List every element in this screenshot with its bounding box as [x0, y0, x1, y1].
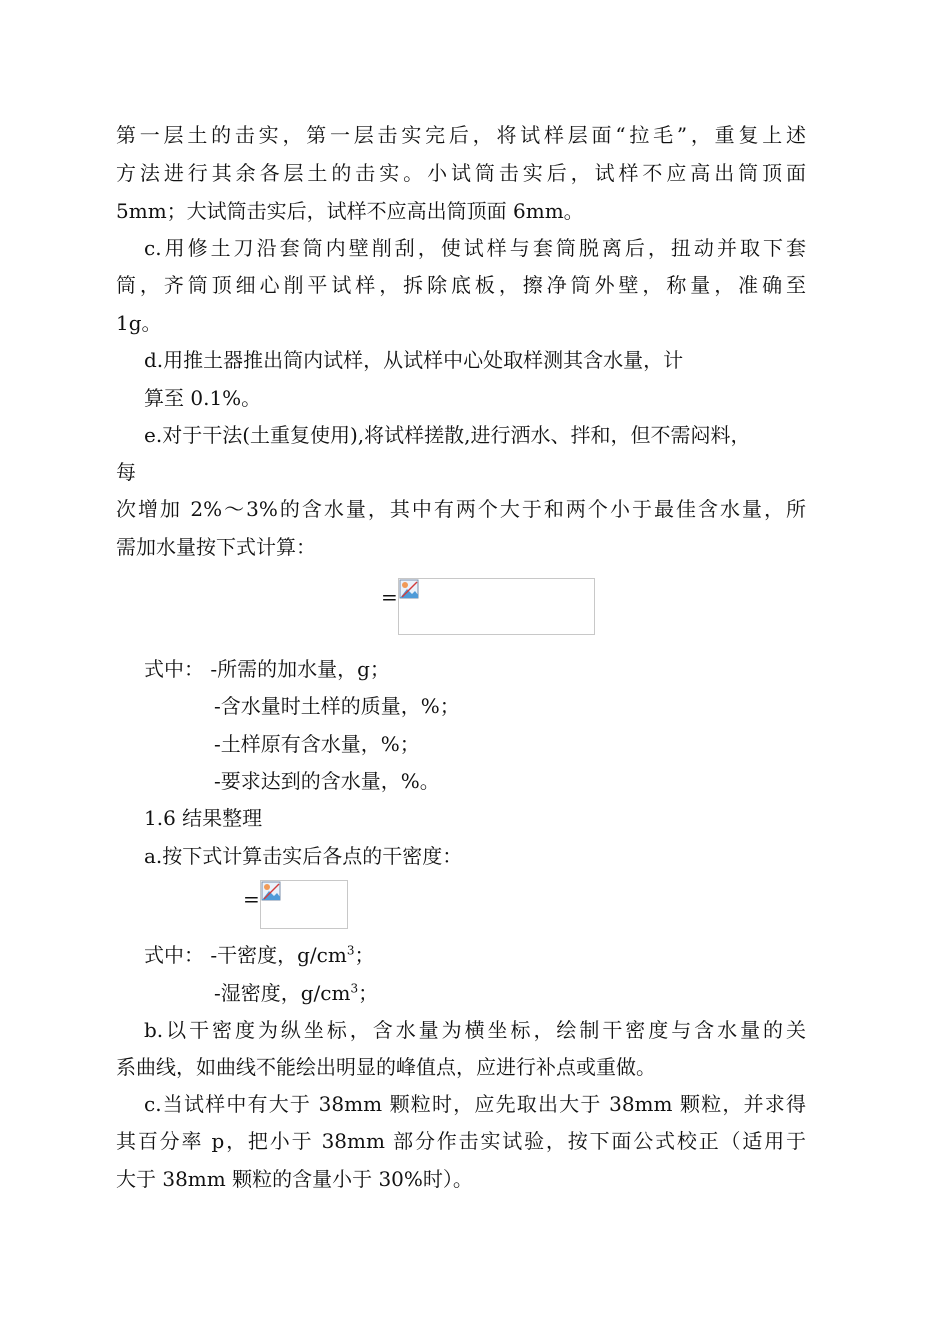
punctuation: ；	[358, 981, 379, 1005]
variable-line	[214, 980, 378, 1006]
paragraph-line: 1g。	[116, 311, 162, 335]
variable-text: 式中： -干密度，g/cm	[144, 943, 347, 967]
punctuation: ；	[354, 943, 375, 967]
paragraph-line: 大于 38mm 颗粒的含量小于 30%时）。	[116, 1167, 473, 1191]
paragraph-line: c.用修土刀沿套筒内壁削刮，使试样与套筒脱离后，扭动并取下套	[144, 236, 806, 260]
variable-line: 式中： -所需的加水量，g；	[144, 657, 390, 681]
formula-image	[260, 880, 348, 929]
formula-1	[381, 578, 595, 635]
equals-sign: =	[243, 887, 260, 911]
broken-image-icon	[261, 881, 281, 901]
paragraph-line: 5mm；大试筒击实后，试样不应高出筒顶面 6mm。	[116, 199, 584, 223]
superscript: 3	[350, 981, 359, 996]
paragraph-line: 方法进行其余各层土的击实。小试筒击实后，试样不应高出筒顶面	[116, 161, 806, 185]
paragraph-line: a.按下式计算击实后各点的干密度：	[144, 844, 463, 868]
variable-line: -含水量时土样的质量，%；	[214, 694, 460, 718]
paragraph-line: c.当试样中有大于 38mm 颗粒时，应先取出大于 38mm 颗粒，并求得	[144, 1092, 806, 1116]
section-heading: 1.6 结果整理	[144, 806, 263, 830]
variable-line: -要求达到的含水量，%。	[214, 769, 440, 793]
variable-text: -湿密度，g/cm	[214, 981, 351, 1005]
broken-image-icon	[399, 579, 419, 599]
formula-image	[398, 578, 595, 635]
superscript: 3	[346, 943, 355, 958]
paragraph-line: 每	[116, 460, 136, 484]
paragraph-line: 第一层土的击实，第一层击实完后，将试样层面“拉毛”，重复上述	[116, 123, 806, 147]
variable-line: -土样原有含水量，%；	[214, 732, 420, 756]
paragraph-line: 次增加 2%～3%的含水量，其中有两个大于和两个小于最佳含水量，所	[116, 497, 806, 521]
paragraph-line: 系曲线，如曲线不能绘出明显的峰值点，应进行补点或重做。	[116, 1055, 656, 1079]
formula-2	[243, 880, 348, 929]
paragraph-line: e.对于干法(土重复使用),将试样搓散,进行洒水、拌和，但不需闷料，	[144, 423, 751, 447]
paragraph-line: 需加水量按下式计算：	[116, 535, 316, 559]
equals-sign: =	[381, 585, 398, 609]
paragraph-line: d.用推土器推出筒内试样，从试样中心处取样测其含水量，计	[144, 348, 684, 372]
paragraph-line: 筒，齐筒顶细心削平试样，拆除底板，擦净筒外壁，称量，准确至	[116, 273, 806, 297]
variable-line	[144, 942, 374, 968]
paragraph-line: 算至 0.1%。	[144, 386, 262, 410]
paragraph-line: b.以干密度为纵坐标，含水量为横坐标，绘制干密度与含水量的关	[144, 1018, 806, 1042]
paragraph-line: 其百分率 p，把小于 38mm 部分作击实试验，按下面公式校正（适用于	[116, 1129, 806, 1153]
